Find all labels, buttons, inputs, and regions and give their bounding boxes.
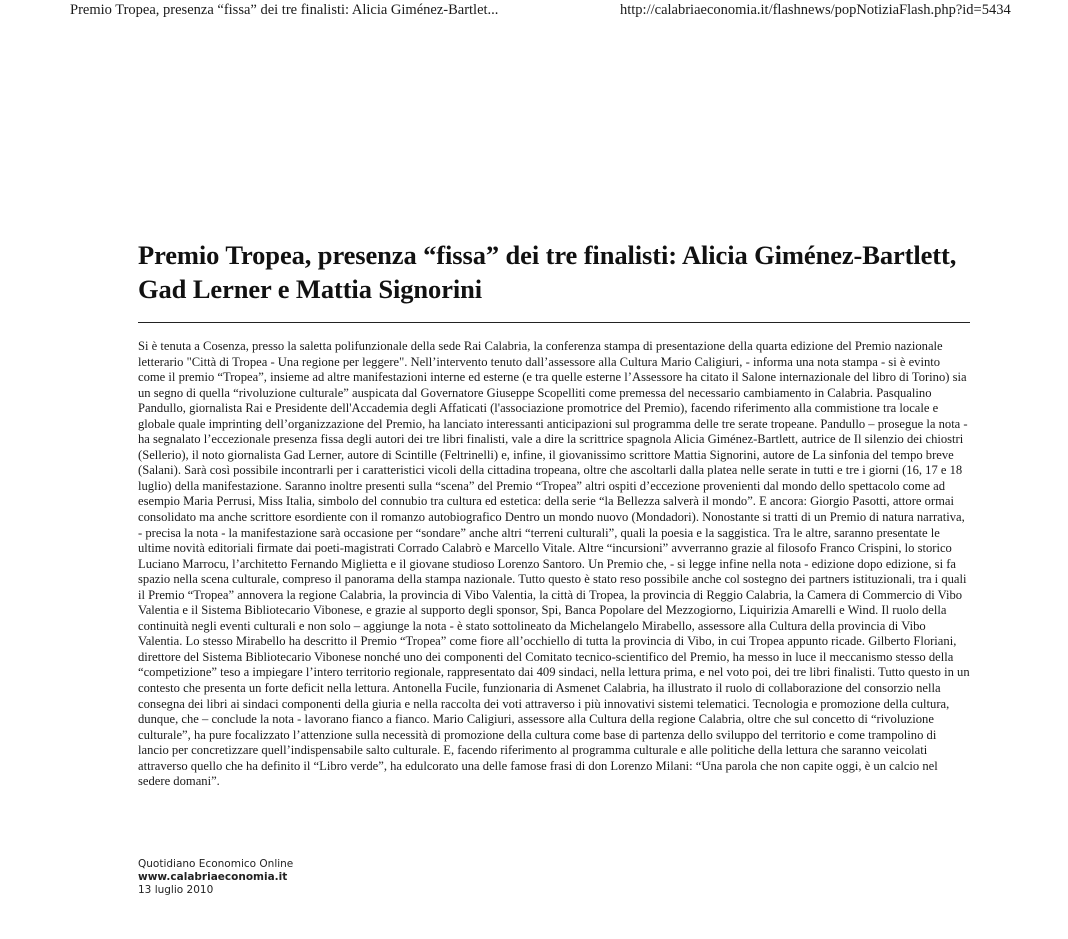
footer <box>138 858 293 897</box>
title-divider <box>138 322 970 323</box>
footer-site-link[interactable]: www.calabriaeconomia.it <box>138 871 288 883</box>
print-header-url[interactable]: http://calabriaeconomia.it/flashnews/popNotiziaFlash.php?id=5434 <box>620 2 1011 18</box>
footer-date: 13 luglio 2010 <box>138 884 214 896</box>
article-title: Premio Tropea, presenza “fissa” dei tre finalisti: Alicia Giménez-Bartlett, Gad Lerner e Mattia Signorini <box>138 240 957 304</box>
article <box>138 238 970 802</box>
article-body: Si è tenuta a Cosenza, presso la saletta polifunzionale della sede Rai Calabria, la conferenza stampa di presentazione della quarta edizione del Premio nazionale letterario "Città di Tropea - Una regione per leggere". Nell’intervento tenuto dall’assessore alla Cultura Mario Caligiuri, - informa una nota stampa - si è evinto come il premio “Tropea”, insieme ad altre manifestazioni interne ed esterne (e tra quelle esterne l’Assessore ha citato il Salone internazionale del libro di Torino) sia un segno di quella “rivoluzione culturale” auspicata dal Governatore Giuseppe Scopelliti come premessa del necessario cambiamento in Calabria. Pasqualino Pandullo, giornalista Rai e Presidente dell'Accademia degli Affaticati (l'associazione promotrice del Premio), facendo riferimento alla commistione tra locale e globale quale imprinting dell’organizzazione del Premio, ha lanciato interessanti anticipazioni sul programma delle tre serate tropeane. Pandullo – prosegue la nota - ha segnalato l’eccezionale presenza fissa degli autori dei tre libri finalisti, vale a dire la scrittrice spagnola Alicia Giménez-Bartlett, autrice de Il silenzio dei chiostri (Sellerio), il noto giornalista Gad Lerner, autore di Scintille (Feltrinelli) e, infine, il giovanissimo scrittore Mattia Signorini, autore de La sinfonia del tempo breve (Salani). Sarà così possibile incontrarli per i caratteristici vicoli della cittadina tropeana, oltre che ascoltarli dalla platea nelle serate in tutti e tre i giorni (16, 17 e 18 luglio) della manifestazione. Saranno inoltre presenti sulla “scena” del Premio “Tropea” altri ospiti d’eccezione provenienti dal mondo dello spettacolo come ad esempio Maria Perrusi, Miss Italia, simbolo del connubio tra cultura ed estetica: della serie “la Bellezza salverà il mondo”. E ancora: Giorgio Pasotti, attore ormai consolidato ma anche scrittore esordiente con il romanzo autobiografico Dentro un mondo nuovo (Mondadori). Nonostante si tratti di un Premio di natura narrativa, - precisa la nota - la manifestazione sarà occasione per “sondare” anche altri “terreni culturali”, quali la poesia e la saggistica. Tra le altre, saranno presentate le ultime novità editoriali firmate dai poeti-magistrati Corrado Calabrò e Marcello Vitale. Altre “incursioni” avverranno grazie al filosofo Franco Crispini, lo storico Luciano Marrocu, l’architetto Fernando Miglietta e il giovane studioso Lorenzo Santoro. Un Premio che, - si legge infine nella nota - edizione dopo edizione, si fa spazio nella scena culturale, compreso il panorama della stampa nazionale. Tutto questo è stato reso possibile anche col sostegno dei partners istituzionali, tra i quali il Premio “Tropea” annovera la regione Calabria, la provincia di Vibo Valentia, la città di Tropea, la provincia di Reggio Calabria, la Camera di Commercio di Vibo Valentia e il Sistema Bibliotecario Vibonese, e grazie al supporto degli sponsor, Spi, Banca Popolare del Mezzogiorno, Liquirizia Amarelli e Wind. Il ruolo della continuità negli eventi culturali e non solo – aggiunge la nota - è stato sottolineato da Michelangelo Mirabello, assessore alla Cultura della provincia di Vibo Valentia. Lo stesso Mirabello ha descritto il Premio “Tropea” come fiore all’occhiello di tutta la provincia di Vibo, in cui Tropea appunto ricade. Gilberto Floriani, direttore del Sistema Bibliotecario Vibonese nonché uno dei componenti del Comitato tecnico-scientifico del Premio, ha messo in luce il meccanismo stesso della “competizione” teso a impiegare l’intero territorio regionale, rappresentato dai 409 sindaci, nella lettura prima, e nel voto poi, dei tre libri finalisti. Tutto questo in un contesto che presenta un forte deficit nella lettura. Antonella Fucile, funzionaria di Asmenet Calabria, ha illustrato il ruolo di collaborazione del consorzio nella consegna dei libri ai sindaci componenti della giuria e nella raccolta dei voti attraverso i più innovativi sistemi telematici. Tecnologia e promozione della cultura, dunque, che – conclude la nota - lavorano fianco a fianco. Mario Caligiuri, assessore alla Cultura della regione Calabria, oltre che sul concetto di “rivoluzione culturale”, ha pure focalizzato l’attenzione sulla necessità di promozione della cultura come base di partenza dello sviluppo del territorio e come trampolino di lancio per concretizzare quell’indispensabile salto culturale. E, facendo riferimento al programma culturale e alle politiche della lettura che saranno veicolati attraverso quello che ha definito il “Libro verde”, ha edulcorato una delle famose frasi di don Lorenzo Milani: “Una parola che non capite oggi, è un calcio nel sedere domani”. <box>138 339 970 789</box>
footer-publication: Quotidiano Economico Online <box>138 858 294 870</box>
print-header-title: Premio Tropea, presenza “fissa” dei tre finalisti: Alicia Giménez-Bartlet... <box>70 2 499 18</box>
print-header <box>0 2 1068 22</box>
